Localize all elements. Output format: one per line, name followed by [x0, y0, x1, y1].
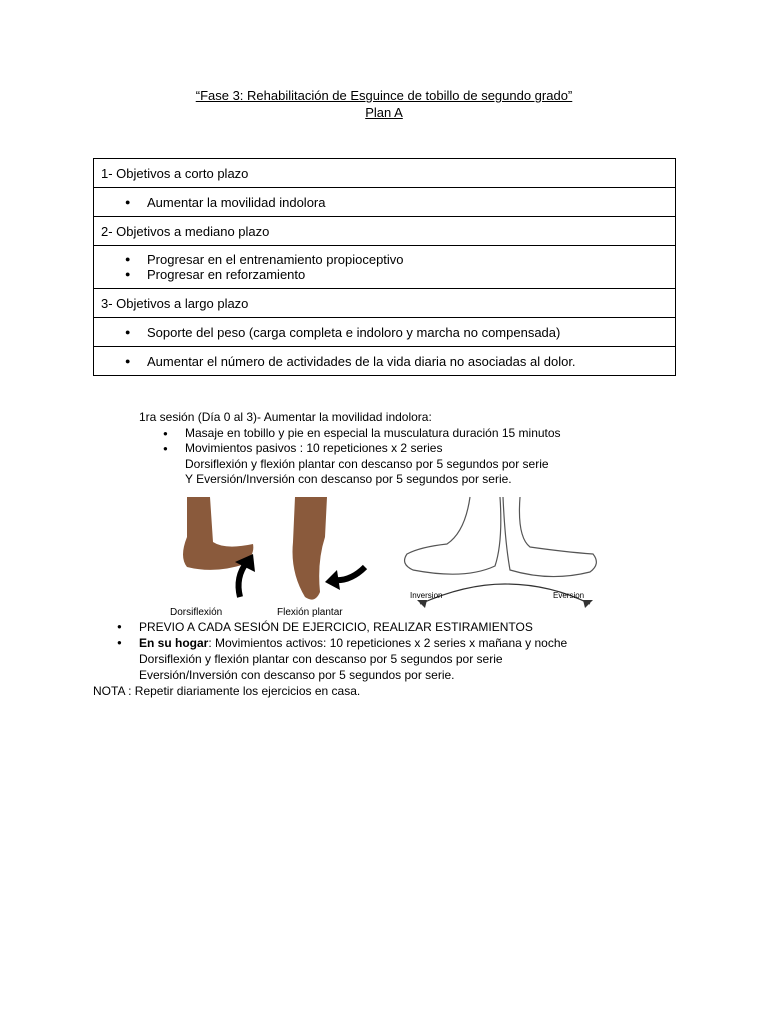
long-term-heading: 3- Objetivos a largo plazo	[94, 289, 676, 318]
session-line-3: Dorsiflexión y flexión plantar con descanso por 5 segundos por serie	[185, 456, 549, 471]
list-item: ● Progresar en reforzamiento	[94, 267, 675, 282]
list-item: ● Soporte del peso (carga completa e indoloro y marcha no compensada)	[94, 325, 675, 340]
session-intro: 1ra sesión (Día 0 al 3)- Aumentar la movilidad indolora:	[139, 410, 432, 424]
plantar-flexion-label: Flexión plantar	[277, 607, 343, 617]
inversion-label: Inversion	[410, 591, 443, 600]
session-line-4: Y Eversión/Inversión con descanso por 5 segundos por serie.	[185, 472, 512, 486]
session-block	[139, 410, 561, 488]
medium-term-cell	[94, 246, 676, 289]
list-item: ● Aumentar el número de actividades de la vida diaria no asociadas al dolor.	[94, 354, 675, 369]
list-item: ● Progresar en el entrenamiento propioceptivo	[94, 252, 675, 267]
home-line-4: Eversión/Inversión con descanso por 5 segundos por serie.	[139, 668, 455, 682]
home-block	[139, 619, 567, 683]
document-subtitle: Plan A	[365, 105, 403, 120]
home-bullet-1: ● PREVIO A CADA SESIÓN DE EJERCICIO, REALIZAR ESTIRAMIENTOS	[139, 619, 567, 635]
objectives-table	[93, 158, 676, 376]
eversion-label: Eversion	[553, 591, 585, 600]
home-bullet-2	[139, 635, 567, 651]
long-term-cell-1	[94, 318, 676, 347]
short-term-cell	[94, 188, 676, 217]
inversion-foot-icon	[405, 497, 501, 574]
dorsiflexion-label: Dorsiflexión	[170, 607, 223, 617]
session-bullet-1: ● Masaje en tobillo y pie en especial la musculatura duración 15 minutos	[185, 426, 561, 442]
medium-term-heading: 2- Objetivos a mediano plazo	[94, 217, 676, 246]
ankle-exercise-illustration	[165, 492, 605, 617]
list-item: ● Aumentar la movilidad indolora	[94, 195, 675, 210]
document-title: “Fase 3: Rehabilitación de Esguince de tobillo de segundo grado”	[195, 88, 573, 103]
home-bullet-2-text: : Movimientos activos: 10 repeticiones x 2 series x mañana y noche	[208, 636, 568, 650]
home-line-3: Dorsiflexión y flexión plantar con descanso por 5 segundos por serie	[139, 652, 503, 666]
note: NOTA : Repetir diariamente los ejercicios en casa.	[93, 684, 361, 698]
long-term-cell-2	[94, 347, 676, 376]
eversion-foot-icon	[503, 497, 596, 577]
plantar-flexion-foot-icon	[293, 497, 328, 600]
home-bold-label: En su hogar	[139, 636, 209, 650]
session-bullet-2: ● Movimientos pasivos : 10 repeticiones x 2 series	[185, 441, 561, 457]
short-term-heading: 1- Objetivos a corto plazo	[94, 159, 676, 188]
